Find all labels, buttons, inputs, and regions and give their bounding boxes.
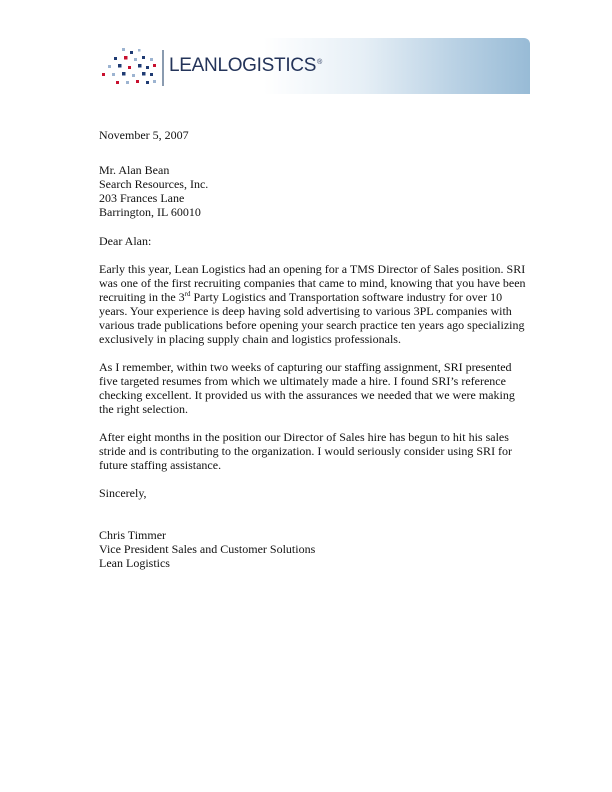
paragraph-line: As I remember, within two weeks of capturing our staffing assignment, SRI presented: [99, 360, 512, 374]
paragraph-line: exclusively in placing supply chain and logistics professionals.: [99, 332, 401, 346]
paragraph-line-segment: Party Logistics and Transportation software industry for over 10: [190, 290, 503, 304]
letter-body: [99, 128, 529, 570]
recipient-company: Search Resources, Inc.: [99, 177, 209, 191]
paragraph-line: checking excellent. It provided us with the assurances we needed that we were making: [99, 388, 515, 402]
logo-divider: [162, 50, 164, 86]
paragraph-line: years. Your experience is deep having sold advertising to various 3PL companies with: [99, 304, 512, 318]
letter-date: November 5, 2007: [99, 128, 189, 142]
signer-company: Lean Logistics: [99, 556, 170, 570]
paragraph-line: Early this year, Lean Logistics had an opening for a TMS Director of Sales position. SRI: [99, 262, 526, 276]
ordinal-superscript: rd: [184, 290, 191, 298]
paragraph-line: was one of the first recruiting companies that came to mind, knowing that you have been: [99, 276, 526, 290]
dot-grid-logo-icon: [100, 46, 160, 90]
paragraph-line: stride and is contributing to the organization. I would seriously consider using SRI for: [99, 444, 513, 458]
paragraph-line: five targeted resumes from which we ultimately made a hire. I found SRI’s reference: [99, 374, 506, 388]
signer-name: Chris Timmer: [99, 528, 167, 542]
signer-title: Vice President Sales and Customer Solutions: [99, 542, 316, 556]
closing: Sincerely,: [99, 486, 147, 500]
paragraph-line: various trade publications before opening your search practice ten years ago specializing: [99, 318, 525, 332]
paragraph-line: After eight months in the position our Director of Sales hire has begun to hit his sales: [99, 430, 509, 444]
paragraph-3: [99, 430, 529, 472]
logo-lean-text: LEAN: [169, 55, 218, 76]
signature-block: [99, 528, 529, 570]
salutation: Dear Alan:: [99, 234, 152, 248]
paragraph-line: [99, 290, 529, 304]
recipient-address: [99, 163, 529, 219]
paragraph-2: [99, 360, 529, 416]
company-logo-wordmark: [169, 55, 322, 77]
paragraph-line-segment: recruiting in the 3: [99, 290, 185, 304]
paragraph-line: the right selection.: [99, 402, 188, 416]
paragraph-1: [99, 262, 529, 346]
logo-logistics-text: LOGISTICS: [217, 55, 317, 76]
letterhead: [100, 38, 530, 94]
recipient-name: Mr. Alan Bean: [99, 163, 170, 177]
paragraph-line: future staffing assistance.: [99, 458, 222, 472]
recipient-city: Barrington, IL 60010: [99, 205, 201, 219]
recipient-street: 203 Frances Lane: [99, 191, 185, 205]
registered-mark: ®: [317, 58, 322, 66]
